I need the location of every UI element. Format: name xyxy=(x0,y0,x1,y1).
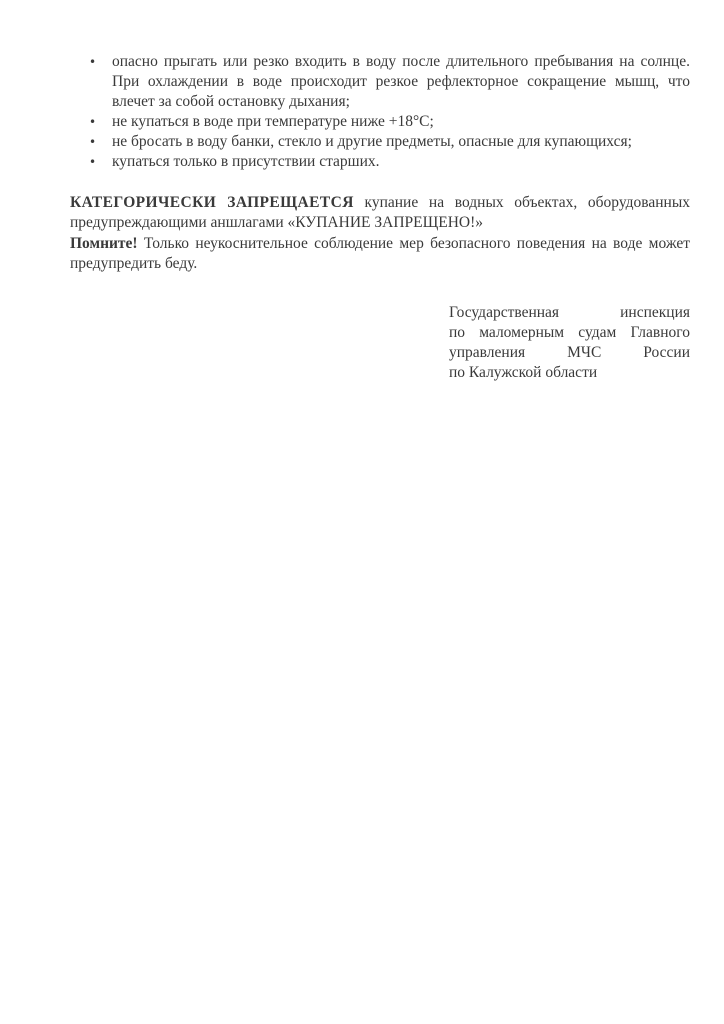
list-item: • опасно прыгать или резко входить в воду после длительного пребывания на солнце. При охлаждении в воде происходит резкое рефлекторное сокращение мышц, что влечет за собой остановку дыхания; xyxy=(70,52,690,112)
signature-line: управления МЧС России xyxy=(449,344,690,361)
prohibition-heading: КАТЕГОРИЧЕСКИ ЗАПРЕЩАЕТСЯ xyxy=(70,194,354,211)
list-item: • не купаться в воде при температуре ниже +18°С; xyxy=(70,112,690,132)
reminder-heading: Помните! xyxy=(70,235,138,252)
signature-block xyxy=(449,303,690,383)
signature-line: по маломерным судам Главного xyxy=(449,324,690,341)
reminder-text: Только неукоснительное соблюдение мер безопасного поведения на воде может предупредить беду. xyxy=(70,235,690,272)
signature-line: Государственная инспекция xyxy=(449,304,690,321)
reminder-paragraph xyxy=(70,234,690,274)
list-item: • не бросать в воду банки, стекло и другие предметы, опасные для купающихся; xyxy=(70,132,690,152)
list-item: • купаться только в присутствии старших. xyxy=(70,152,690,172)
signature-line: по Калужской области xyxy=(449,364,598,381)
prohibition-text: купание на водных объектах, оборудованных предупреждающими аншлагами «КУПАНИЕ ЗАПРЕЩЕНО!» xyxy=(70,194,690,231)
safety-rules-list xyxy=(70,52,690,172)
prohibition-paragraph xyxy=(70,193,690,233)
